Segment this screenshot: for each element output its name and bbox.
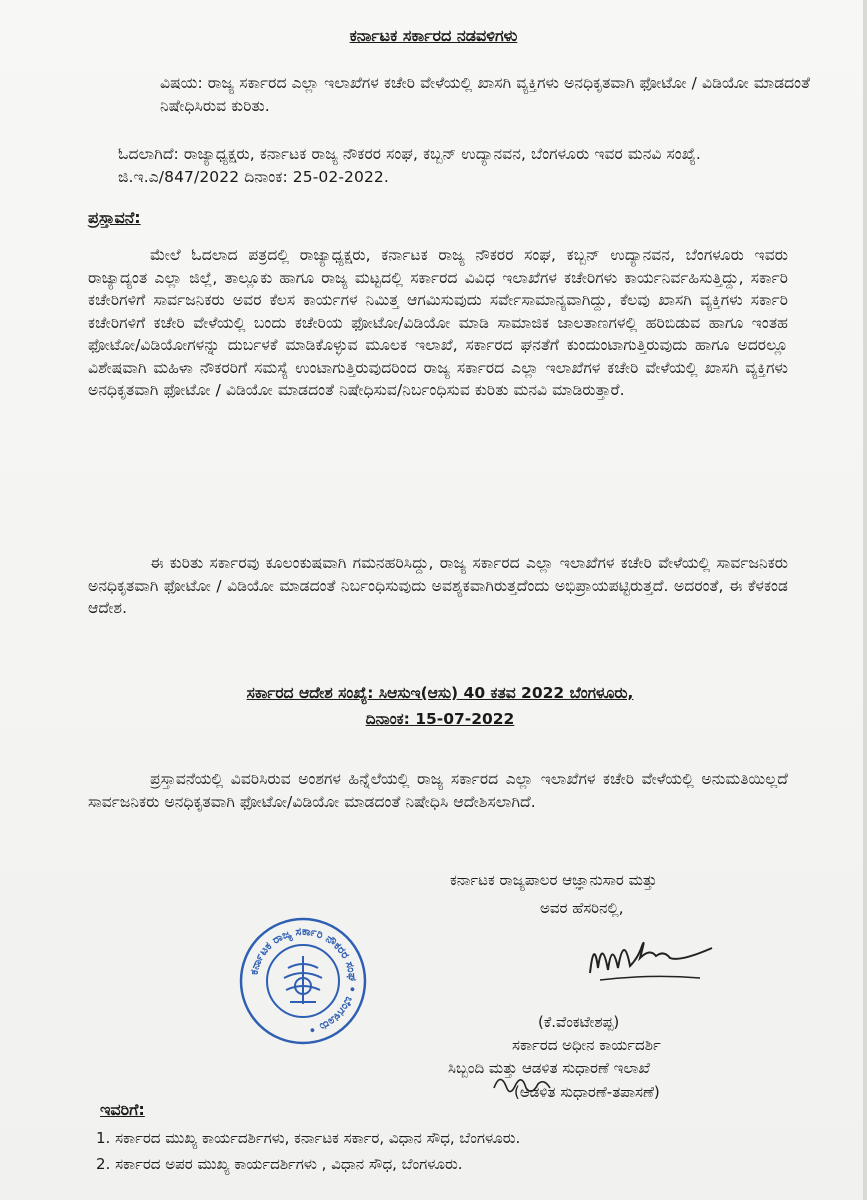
office-seal	[238, 916, 368, 1046]
order-paragraph: ಪ್ರಸ್ತಾವನೆಯಲ್ಲಿ ವಿವರಿಸಿರುವ ಅಂಶಗಳ ಹಿನ್ನೆಲೆಯಲ್ಲಿ ರಾಜ್ಯ ಸರ್ಕಾರದ ಎಲ್ಲಾ ಇಲಾಖೆಗಳ ಕಚೇರಿ ವೇಳೆಯಲ್ಲಿ ಅನುಮತಿಯಿಲ್ಲದೆ ಸಾರ್ವಜನಿಕರು ಅನಧಿಕೃತವಾಗಿ ಫೋಟೋ/ವಿಡಿಯೋ ಮಾಡದಂತೆ ನಿಷೇಧಿಸಿ ಆದೇಶಿಸಲಾಗಿದೆ.	[88, 770, 788, 811]
subject-text: ವಿಷಯ: ರಾಜ್ಯ ಸರ್ಕಾರದ ಎಲ್ಲಾ ಇಲಾಖೆಗಳ ಕಚೇರಿ ವೇಳೆಯಲ್ಲಿ ಖಾಸಗಿ ವ್ಯಕ್ತಿಗಳು ಅನಧಿಕೃತವಾಗಿ ಫೋಟೋ / ವಿಡಿಯೋ ಮಾಡದಂತೆ ನಿಷೇಧಿಸಿರುವ ಕುರಿತು.	[160, 74, 811, 115]
order-number: ಸರ್ಕಾರದ ಆದೇಶ ಸಂಖ್ಯೆ: ಸಿಆಸುಇ(ಆಸು) 40 ಕತವ 2022 ಬೆಂಗಳೂರು,	[246, 684, 634, 702]
preamble-heading: ಪ್ರಸ್ತಾವನೆ:	[88, 208, 141, 227]
cc-heading: ಇವರಿಗೆ:	[100, 1100, 145, 1119]
handwritten-signature	[580, 918, 720, 998]
signatory-name: (ಕೆ.ವೆಂಕಟೇಶಪ್ಪ)	[538, 1013, 620, 1031]
preamble-paragraph-2: ಈ ಕುರಿತು ಸರ್ಕಾರವು ಕೂಲಂಕುಷವಾಗಿ ಗಮನಹರಿಸಿದ್ದು, ರಾಜ್ಯ ಸರ್ಕಾರದ ಎಲ್ಲಾ ಇಲಾಖೆಗಳ ಕಚೇರಿ ವೇಳೆಯಲ್ಲಿ ಸಾರ್ವಜನಿಕರು ಅನಧಿಕೃತವಾಗಿ ಫೋಟೋ / ವಿಡಿಯೋ ಮಾಡದಂತೆ ನಿರ್ಬಂಧಿಸುವುದು ಅವಶ್ಯಕವಾಗಿರುತ್ತದೆಂದು ಅಭಿಪ್ರಾಯಪಟ್ಟಿರುತ್ತದೆ. ಅದರಂತೆ, ಈ ಕೆಳಕಂಡ ಆದೇಶ.	[88, 554, 788, 617]
signatory-designation: ಸರ್ಕಾರದ ಅಧೀನ ಕಾರ್ಯದರ್ಶಿ	[512, 1036, 661, 1054]
cc-item-1: 1. ಸರ್ಕಾರದ ಮುಖ್ಯ ಕಾರ್ಯದರ್ಶಿಗಳು, ಕರ್ನಾಟಕ ಸರ್ಕಾರ, ವಿಧಾನ ಸೌಧ, ಬೆಂಗಳೂರು.	[96, 1129, 521, 1147]
scan-edge	[863, 0, 867, 1200]
signoff-line-1: ಕರ್ನಾಟಕ ರಾಜ್ಯಪಾಲರ ಆಜ್ಞಾನುಸಾರ ಮತ್ತು	[450, 871, 657, 889]
initials-mark	[488, 1066, 558, 1106]
signatory-department: ಸಿಬ್ಬಂದಿ ಮತ್ತು ಆಡಳಿತ ಸುಧಾರಣೆ ಇಲಾಖೆ	[448, 1059, 650, 1077]
reference-text: ಓದಲಾಗಿದೆ: ರಾಜ್ಯಾಧ್ಯಕ್ಷರು, ಕರ್ನಾಟಕ ರಾಜ್ಯ ನೌಕರರ ಸಂಘ, ಕಬ್ಬನ್ ಉದ್ಯಾನವನ, ಬೆಂಗಳೂರು ಇವರ ಮನವಿ ಸಂಖ್ಯೆ. ಜಿ.ಇ.ಎ/847/2022 ದಿನಾಂಕ: 25-02-2022.	[118, 145, 701, 186]
document-title: ಕರ್ನಾಟಕ ಸರ್ಕಾರದ ನಡವಳಿಗಳು	[349, 26, 518, 45]
preamble-paragraph-1: ಮೇಲೆ ಓದಲಾದ ಪತ್ರದಲ್ಲಿ ರಾಜ್ಯಾಧ್ಯಕ್ಷರು, ಕರ್ನಾಟಕ ರಾಜ್ಯ ನೌಕರರ ಸಂಘ, ಕಬ್ಬನ್ ಉದ್ಯಾನವನ, ಬೆಂಗಳೂರು ಇವರು ರಾಜ್ಯಾದ್ಯಂತ ಎಲ್ಲಾ ಜಿಲ್ಲೆ, ತಾಲ್ಲೂಕು ಹಾಗೂ ರಾಜ್ಯ ಮಟ್ಟದಲ್ಲಿ ಸರ್ಕಾರದ ವಿವಿಧ ಇಲಾಖೆಗಳ ಕಚೇರಿಗಳು ಕಾರ್ಯನಿರ್ವಹಿಸುತ್ತಿದ್ದು, ಸರ್ಕಾರಿ ಕಚೇರಿಗಳಿಗೆ ಸಾರ್ವಜನಿಕರು ಅವರ ಕೆಲಸ ಕಾರ್ಯಗಳ ನಿಮಿತ್ತ ಆಗಮಿಸುವುದು ಸರ್ವೇಸಾಮಾನ್ಯವಾಗಿದ್ದು, ಕೆಲವು ಖಾಸಗಿ ವ್ಯಕ್ತಿಗಳು ಸರ್ಕಾರಿ ಕಚೇರಿಗಳಿಗೆ ಕಚೇರಿ ವೇಳೆಯಲ್ಲಿ ಬಂದು ಕಚೇರಿಯ ಫೋಟೋ/ವಿಡಿಯೋ ಮಾಡಿ ಸಾಮಾಜಿಕ ಜಾಲತಾಣಗಳಲ್ಲಿ ಹರಿಬಿಡುವ ಹಾಗೂ ಇಂತಹ ಫೋಟೋ/ವಿಡಿಯೋಗಳನ್ನು ದುರ್ಬಳಕೆ ಮಾಡಿಕೊಳ್ಳುವ ಮೂಲಕ ಇಲಾಖೆ, ಸರ್ಕಾರದ ಘನತೆಗೆ ಕುಂದುಂಟಾಗುತ್ತಿರುವುದು ಹಾಗೂ ಅದರಲ್ಲೂ ವಿಶೇಷವಾಗಿ ಮಹಿಳಾ ನೌಕರರಿಗೆ ಸಮಸ್ಯೆ ಉಂಟಾಗುತ್ತಿರುವುದರಿಂದ ರಾಜ್ಯ ಸರ್ಕಾರದ ಎಲ್ಲಾ ಇಲಾಖೆಗಳ ಕಚೇರಿ ವೇಳೆಯಲ್ಲಿ ಖಾಸಗಿ ವ್ಯಕ್ತಿಗಳು ಅನಧಿಕೃತವಾಗಿ ಫೋಟೋ / ವಿಡಿಯೋ ಮಾಡದಂತೆ ನಿಷೇಧಿಸುವ/ನಿರ್ಬಂಧಿಸುವ ಕುರಿತು ಮನವಿ ಮಾಡಿರುತ್ತಾರೆ.	[88, 246, 788, 399]
seal-text: ಕರ್ನಾಟಕ ರಾಜ್ಯ ಸರ್ಕಾರಿ ನೌಕರರ ಸಂಘ • ಬೆಂಗಳೂರು •	[247, 924, 360, 1037]
signatory-section: (ಆಡಳಿತ ಸುಧಾರಣೆ-ತಪಾಸಣೆ)	[514, 1083, 660, 1101]
order-date: ದಿನಾಂಕ: 15-07-2022	[365, 710, 515, 728]
signoff-line-2: ಅವರ ಹೆಸರಿನಲ್ಲಿ,	[540, 899, 624, 917]
cc-item-2: 2. ಸರ್ಕಾರದ ಅಪರ ಮುಖ್ಯ ಕಾರ್ಯದರ್ಶಿಗಳು , ವಿಧಾನ ಸೌಧ, ಬೆಂಗಳೂರು.	[96, 1155, 463, 1173]
emblem-icon	[284, 956, 322, 1004]
